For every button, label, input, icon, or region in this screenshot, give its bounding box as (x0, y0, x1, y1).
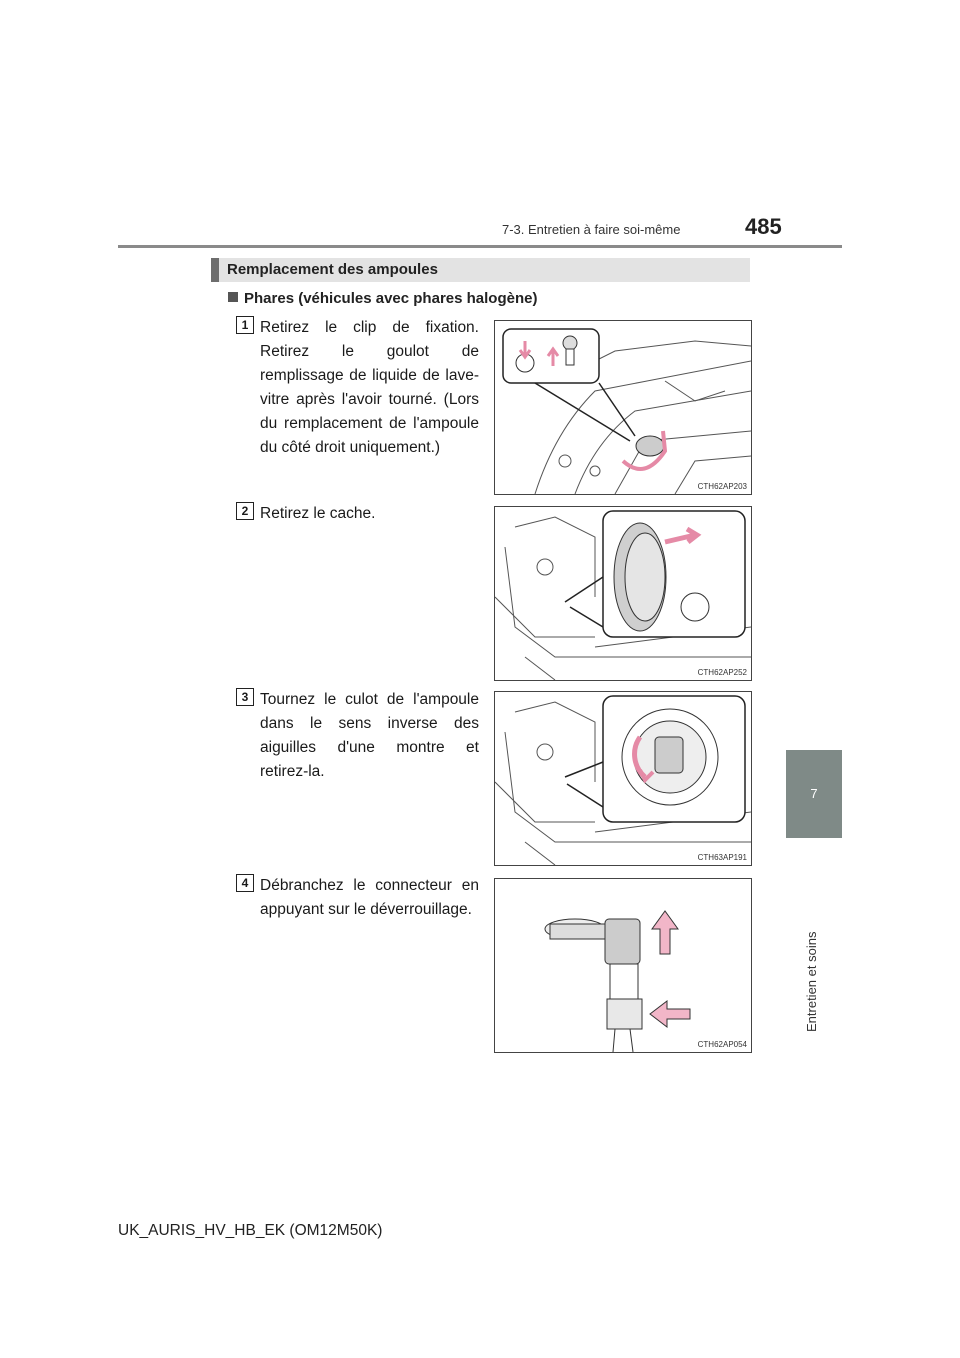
step-text-1: Retirez le clip de fixation. Retirez le goulot de remplissage de liquide de lave-vitre après l'avoir tourné. (Lors du remplacement de l'ampoule du côté droit uniquement.) (260, 319, 479, 456)
figure-step-1 (494, 320, 752, 495)
document-footer: UK_AURIS_HV_HB_EK (OM12M50K) (118, 1222, 383, 1239)
section-title: Remplacement des ampoules (227, 261, 438, 278)
sub-heading-text: Phares (véhicules avec phares halogène) (244, 290, 538, 307)
figure-code-1: CTH62AP203 (697, 482, 747, 491)
square-bullet-icon (228, 292, 238, 302)
figure-step-3 (494, 691, 752, 866)
step-number-3: 3 (236, 688, 254, 706)
illustration-washer-filler (495, 321, 751, 494)
figure-code-2: CTH62AP252 (697, 668, 747, 677)
figure-step-4 (494, 878, 752, 1053)
chapter-label-text: Entretien et soins (804, 931, 819, 1032)
illustration-headlight-cover (495, 507, 751, 680)
figure-code-3: CTH63AP191 (697, 853, 747, 862)
step-text-2: Retirez le cache. (260, 505, 376, 522)
step-number-1: 1 (236, 316, 254, 334)
step-text-4: Débranchez le connecteur en appuyant sur le déverrouillage. (260, 877, 479, 918)
illustration-connector (495, 879, 751, 1052)
section-accent (211, 258, 219, 282)
chapter-number: 7 (810, 786, 818, 801)
sub-heading (228, 290, 537, 307)
header-section-title: 7-3. Entretien à faire soi-même (502, 222, 681, 237)
figure-step-2 (494, 506, 752, 681)
chapter-tab (786, 750, 842, 838)
section-title-bar (211, 258, 750, 282)
step-number-2: 2 (236, 502, 254, 520)
illustration-bulb-rotation (495, 692, 751, 865)
chapter-label (802, 852, 824, 1032)
step-number-4: 4 (236, 874, 254, 892)
figure-code-4: CTH62AP054 (697, 1040, 747, 1049)
header-rule (118, 245, 842, 248)
page-number: 485 (745, 214, 782, 239)
step-text-3: Tournez le culot de l'ampoule dans le sens inverse des aiguilles d'une montre et retirez-la. (260, 691, 479, 780)
